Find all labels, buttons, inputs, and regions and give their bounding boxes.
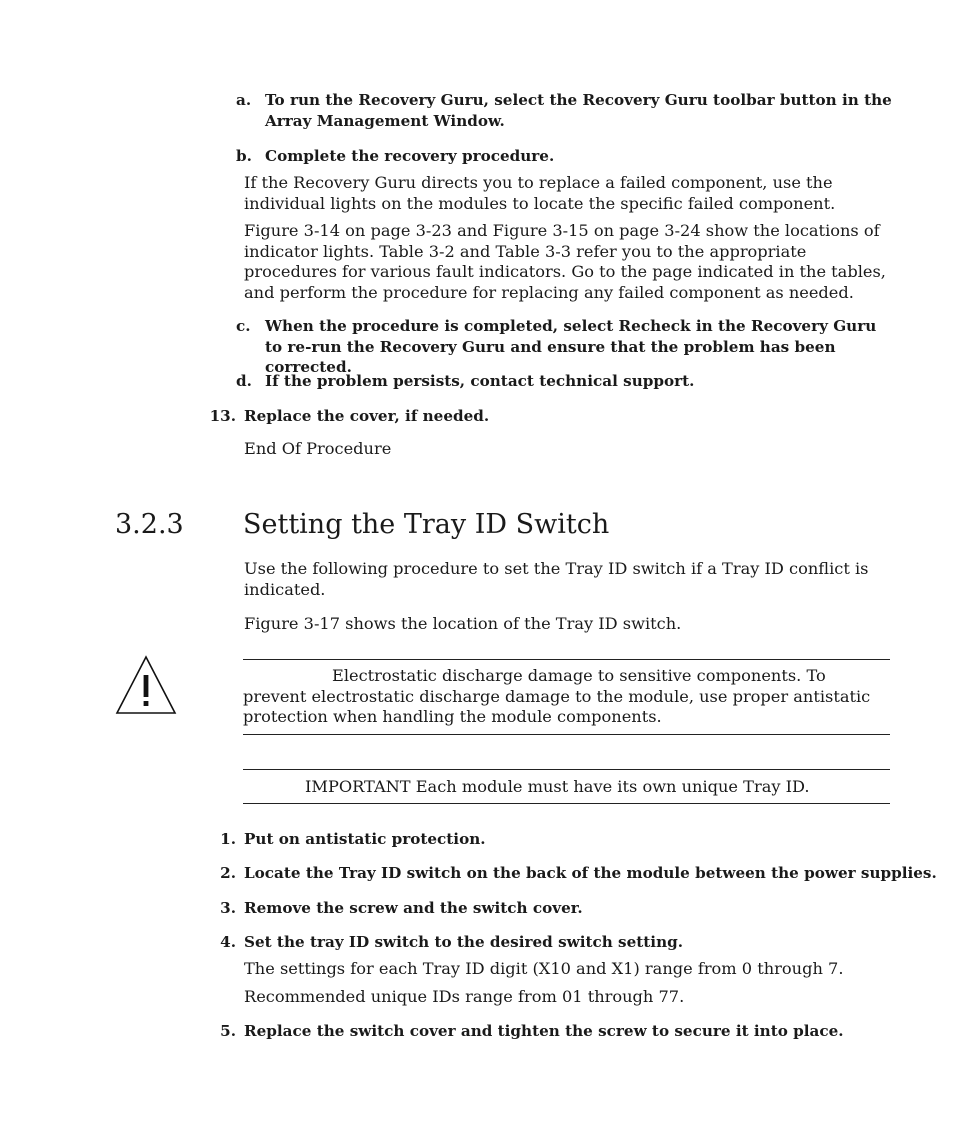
step-text: Set the tray ID switch to the desired switch setting. <box>244 933 684 951</box>
substep-marker: c. <box>236 317 251 335</box>
section-title: Setting the Tray ID Switch <box>243 509 610 540</box>
step-marker: 2. <box>220 864 236 882</box>
step-text: Locate the Tray ID switch on the back of the module between the power supplies. <box>244 864 937 882</box>
substep-text: Complete the recovery procedure. <box>265 147 555 165</box>
note-text: IMPORTANT Each module must have its own unique Tray ID. <box>305 777 810 796</box>
note-top-rule <box>243 769 890 770</box>
step-marker: 5. <box>220 1022 236 1040</box>
step-marker: 3. <box>220 899 236 917</box>
substep-text: To run the Recovery Guru, select the Recovery Guru toolbar button in the Array Management Window. <box>265 91 892 130</box>
step-marker: 1. <box>220 830 236 848</box>
caution-top-rule <box>243 659 890 660</box>
body-paragraph: Figure 3-14 on page 3-23 and Figure 3-15 on page 3-24 show the locations of indicator lights. Table 3-2 and Table 3-3 refer you to the appropriate procedures for various fault indicators. Go to the page indicated in the tables, and perform the procedure for replacing any failed component as needed. <box>244 221 886 302</box>
note-bottom-rule <box>243 803 890 804</box>
substep-text: When the procedure is completed, select Recheck in the Recovery Guru to re-run the Recovery Guru and ensure that the problem has been corrected. <box>265 317 877 377</box>
substep-marker: a. <box>236 91 252 109</box>
step-text: Remove the screw and the switch cover. <box>244 899 583 917</box>
end-of-procedure: End Of Procedure <box>244 439 392 458</box>
warning-triangle-icon <box>115 655 177 715</box>
caution-bottom-rule <box>243 734 890 735</box>
section-number: 3.2.3 <box>115 509 184 540</box>
substep-text: If the problem persists, contact technical support. <box>265 372 695 390</box>
step-text: Replace the switch cover and tighten the screw to secure it into place. <box>244 1022 844 1040</box>
substep-marker: d. <box>236 372 252 390</box>
caution-text: Electrostatic discharge damage to sensitive components. To prevent electrostatic discharge damage to the module, use proper antistatic protection when handling the module components. <box>243 666 871 727</box>
step-marker: 13. <box>209 407 236 425</box>
substep-marker: b. <box>236 147 252 165</box>
step-text: Replace the cover, if needed. <box>244 407 490 425</box>
step-marker: 4. <box>220 933 236 951</box>
body-paragraph: If the Recovery Guru directs you to replace a failed component, use the individual lights on the modules to locate the specific failed component. <box>244 173 836 213</box>
step-text: Put on antistatic protection. <box>244 830 486 848</box>
body-paragraph: Use the following procedure to set the Tray ID switch if a Tray ID conflict is indicated. <box>244 559 869 599</box>
step-detail: Recommended unique IDs range from 01 through 77. <box>244 987 685 1006</box>
body-paragraph: Figure 3-17 shows the location of the Tray ID switch. <box>244 614 682 633</box>
step-detail: The settings for each Tray ID digit (X10 and X1) range from 0 through 7. <box>244 959 844 978</box>
